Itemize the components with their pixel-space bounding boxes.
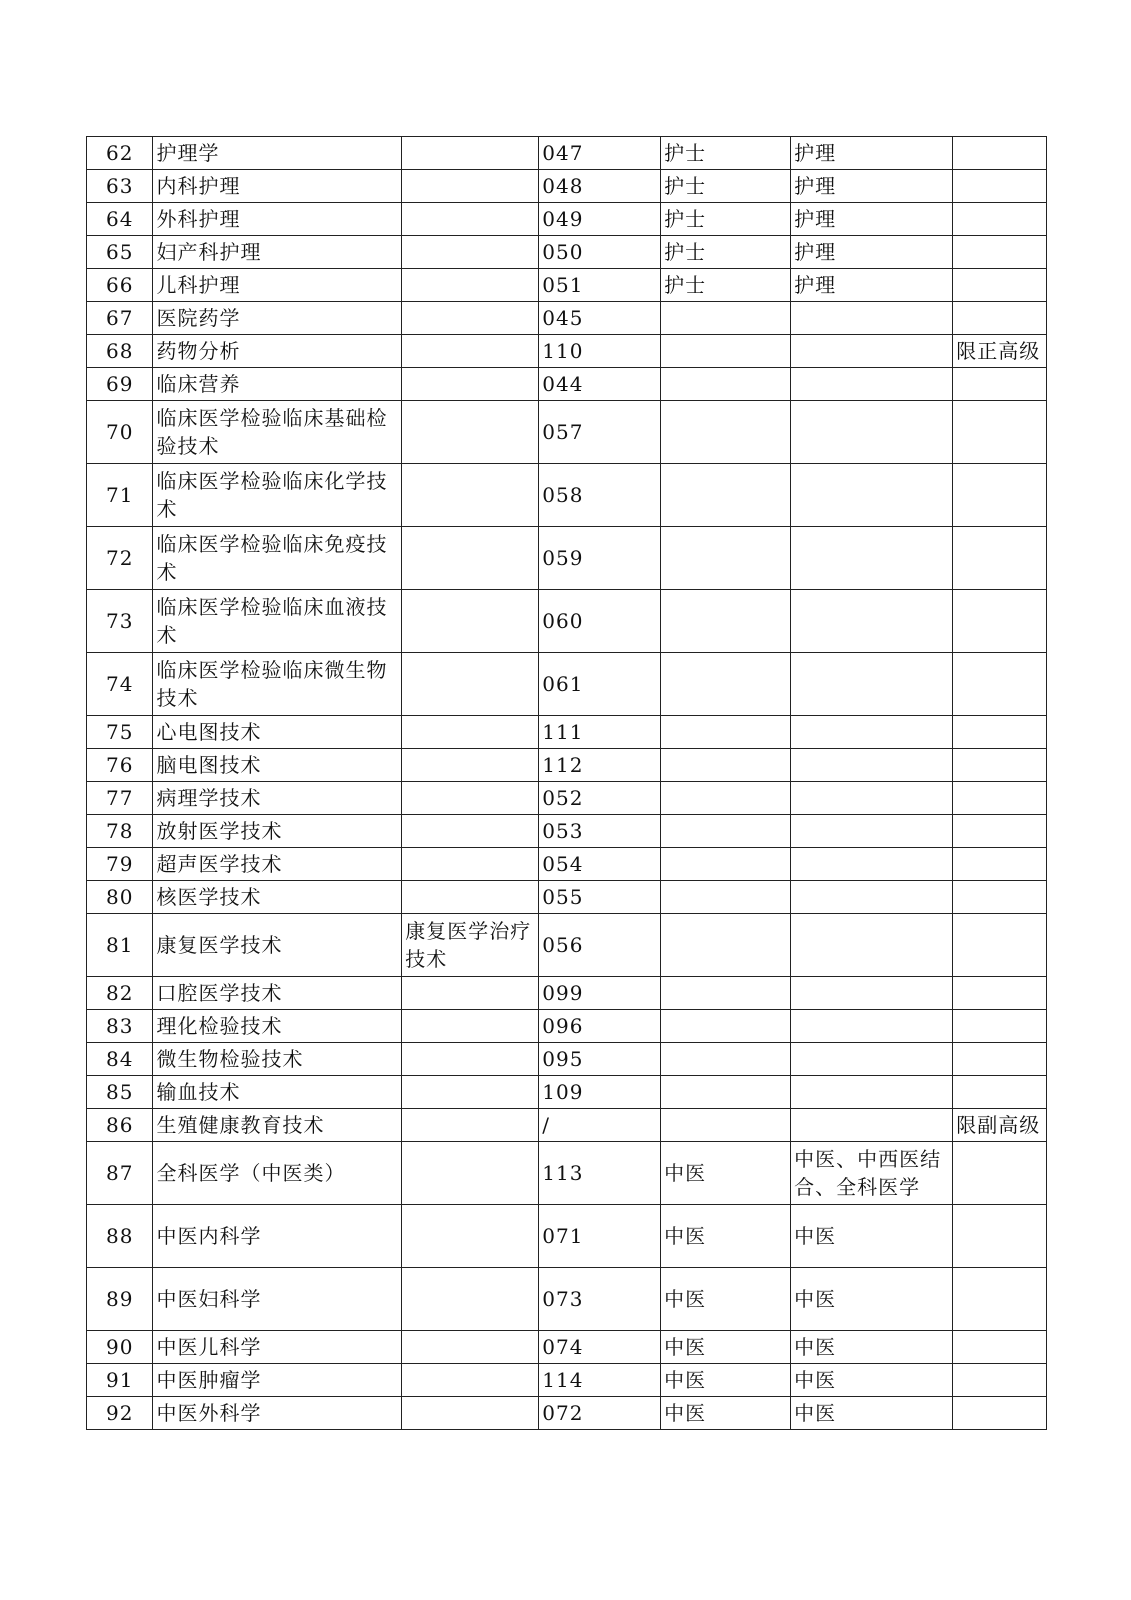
remark-cell	[953, 782, 1047, 815]
qualification-category-cell: 中医	[661, 1142, 791, 1205]
sub-specialty-cell	[402, 1268, 539, 1331]
qualification-category-cell	[661, 368, 791, 401]
specialty-code-cell: 073	[539, 1268, 661, 1331]
remark-cell	[953, 368, 1047, 401]
row-number-cell: 74	[87, 653, 153, 716]
table-row	[87, 848, 1047, 881]
remark-cell	[953, 881, 1047, 914]
specialty-name-cell: 内科护理	[153, 170, 402, 203]
specialty-name-cell: 临床营养	[153, 368, 402, 401]
qualification-category-cell	[661, 401, 791, 464]
row-number-cell: 73	[87, 590, 153, 653]
specialty-code-cell: 071	[539, 1205, 661, 1268]
practice-scope-cell	[791, 716, 953, 749]
specialty-name-cell: 临床医学检验临床化学技术	[153, 464, 402, 527]
practice-scope-cell	[791, 749, 953, 782]
specialty-code-cell: 113	[539, 1142, 661, 1205]
row-number-cell: 92	[87, 1397, 153, 1430]
remark-cell	[953, 848, 1047, 881]
specialty-code-cell: 060	[539, 590, 661, 653]
practice-scope-cell	[791, 527, 953, 590]
row-number-cell: 83	[87, 1010, 153, 1043]
row-number-cell: 80	[87, 881, 153, 914]
qualification-category-cell	[661, 716, 791, 749]
qualification-category-cell	[661, 977, 791, 1010]
practice-scope-cell: 中医	[791, 1205, 953, 1268]
table-row	[87, 716, 1047, 749]
sub-specialty-cell	[402, 236, 539, 269]
row-number-cell: 91	[87, 1364, 153, 1397]
qualification-category-cell	[661, 464, 791, 527]
specialty-name-cell: 心电图技术	[153, 716, 402, 749]
qualification-category-cell	[661, 782, 791, 815]
row-number-cell: 87	[87, 1142, 153, 1205]
practice-scope-cell: 中医、中西医结合、全科医学	[791, 1142, 953, 1205]
specialty-name-cell: 超声医学技术	[153, 848, 402, 881]
specialty-name-cell: 脑电图技术	[153, 749, 402, 782]
specialty-code-cell: 055	[539, 881, 661, 914]
table-row	[87, 590, 1047, 653]
row-number-cell: 63	[87, 170, 153, 203]
remark-cell	[953, 236, 1047, 269]
practice-scope-cell: 中医	[791, 1331, 953, 1364]
row-number-cell: 90	[87, 1331, 153, 1364]
specialty-code-cell: 114	[539, 1364, 661, 1397]
specialty-name-cell: 医院药学	[153, 302, 402, 335]
sub-specialty-cell	[402, 1142, 539, 1205]
practice-scope-cell	[791, 914, 953, 977]
practice-scope-cell	[791, 368, 953, 401]
specialty-code-cell: 096	[539, 1010, 661, 1043]
remark-cell	[953, 401, 1047, 464]
remark-cell	[953, 137, 1047, 170]
remark-cell	[953, 1010, 1047, 1043]
sub-specialty-cell	[402, 1205, 539, 1268]
table-row	[87, 1076, 1047, 1109]
remark-cell	[953, 527, 1047, 590]
qualification-category-cell	[661, 1010, 791, 1043]
row-number-cell: 71	[87, 464, 153, 527]
remark-cell	[953, 653, 1047, 716]
specialty-code-cell: 109	[539, 1076, 661, 1109]
remark-cell	[953, 1205, 1047, 1268]
specialty-code-cell: 049	[539, 203, 661, 236]
row-number-cell: 88	[87, 1205, 153, 1268]
qualification-category-cell	[661, 881, 791, 914]
table-row	[87, 749, 1047, 782]
sub-specialty-cell	[402, 977, 539, 1010]
specialty-name-cell: 护理学	[153, 137, 402, 170]
specialty-code-cell: 054	[539, 848, 661, 881]
table-row	[87, 401, 1047, 464]
specialty-name-cell: 放射医学技术	[153, 815, 402, 848]
sub-specialty-cell	[402, 1331, 539, 1364]
specialty-code-cell: 058	[539, 464, 661, 527]
specialty-code-cell: 057	[539, 401, 661, 464]
table-body	[87, 137, 1047, 1430]
specialty-name-cell: 病理学技术	[153, 782, 402, 815]
specialty-code-cell: 112	[539, 749, 661, 782]
remark-cell	[953, 1397, 1047, 1430]
sub-specialty-cell	[402, 464, 539, 527]
practice-scope-cell	[791, 1109, 953, 1142]
practice-scope-cell	[791, 1043, 953, 1076]
qualification-category-cell	[661, 653, 791, 716]
qualification-category-cell: 护士	[661, 137, 791, 170]
specialty-name-cell: 康复医学技术	[153, 914, 402, 977]
qualification-category-cell	[661, 1076, 791, 1109]
sub-specialty-cell	[402, 1364, 539, 1397]
qualification-category-cell: 中医	[661, 1331, 791, 1364]
specialty-code-cell: 072	[539, 1397, 661, 1430]
table-row	[87, 782, 1047, 815]
specialty-name-cell: 中医肿瘤学	[153, 1364, 402, 1397]
practice-scope-cell: 护理	[791, 170, 953, 203]
table-row	[87, 977, 1047, 1010]
table-row	[87, 1109, 1047, 1142]
qualification-category-cell	[661, 1109, 791, 1142]
row-number-cell: 72	[87, 527, 153, 590]
row-number-cell: 86	[87, 1109, 153, 1142]
practice-scope-cell: 中医	[791, 1268, 953, 1331]
row-number-cell: 79	[87, 848, 153, 881]
specialty-name-cell: 生殖健康教育技术	[153, 1109, 402, 1142]
sub-specialty-cell	[402, 527, 539, 590]
table-row	[87, 335, 1047, 368]
specialty-name-cell: 临床医学检验临床微生物技术	[153, 653, 402, 716]
qualification-category-cell	[661, 527, 791, 590]
table-row	[87, 1397, 1047, 1430]
table-row	[87, 1010, 1047, 1043]
sub-specialty-cell	[402, 302, 539, 335]
qualification-category-cell	[661, 914, 791, 977]
specialty-code-cell: 044	[539, 368, 661, 401]
practice-scope-cell: 护理	[791, 137, 953, 170]
row-number-cell: 76	[87, 749, 153, 782]
qualification-category-cell	[661, 1043, 791, 1076]
practice-scope-cell	[791, 302, 953, 335]
sub-specialty-cell	[402, 716, 539, 749]
sub-specialty-cell	[402, 881, 539, 914]
specialty-name-cell: 外科护理	[153, 203, 402, 236]
specialty-name-cell: 中医内科学	[153, 1205, 402, 1268]
remark-cell	[953, 1142, 1047, 1205]
sub-specialty-cell	[402, 848, 539, 881]
specialty-code-cell: 099	[539, 977, 661, 1010]
qualification-category-cell: 护士	[661, 170, 791, 203]
qualification-category-cell: 中医	[661, 1397, 791, 1430]
practice-scope-cell	[791, 653, 953, 716]
specialty-name-cell: 临床医学检验临床基础检验技术	[153, 401, 402, 464]
sub-specialty-cell	[402, 1076, 539, 1109]
remark-cell	[953, 716, 1047, 749]
table-row	[87, 1331, 1047, 1364]
practice-scope-cell: 中医	[791, 1397, 953, 1430]
specialty-code-cell: 050	[539, 236, 661, 269]
row-number-cell: 77	[87, 782, 153, 815]
remark-cell	[953, 1043, 1047, 1076]
practice-scope-cell	[791, 1010, 953, 1043]
qualification-category-cell: 护士	[661, 236, 791, 269]
practice-scope-cell: 护理	[791, 236, 953, 269]
sub-specialty-cell	[402, 1397, 539, 1430]
sub-specialty-cell	[402, 1043, 539, 1076]
remark-cell	[953, 914, 1047, 977]
specialty-name-cell: 临床医学检验临床血液技术	[153, 590, 402, 653]
qualification-category-cell	[661, 749, 791, 782]
sub-specialty-cell	[402, 203, 539, 236]
remark-cell	[953, 464, 1047, 527]
sub-specialty-cell	[402, 815, 539, 848]
specialty-code-cell: 061	[539, 653, 661, 716]
row-number-cell: 69	[87, 368, 153, 401]
row-number-cell: 66	[87, 269, 153, 302]
row-number-cell: 67	[87, 302, 153, 335]
row-number-cell: 65	[87, 236, 153, 269]
remark-cell	[953, 1331, 1047, 1364]
remark-cell	[953, 1364, 1047, 1397]
sub-specialty-cell	[402, 368, 539, 401]
row-number-cell: 78	[87, 815, 153, 848]
table-row	[87, 653, 1047, 716]
table-row	[87, 464, 1047, 527]
practice-scope-cell	[791, 335, 953, 368]
table-row	[87, 137, 1047, 170]
practice-scope-cell	[791, 401, 953, 464]
specialty-name-cell: 药物分析	[153, 335, 402, 368]
qualification-category-cell: 中医	[661, 1268, 791, 1331]
qualification-category-cell: 中医	[661, 1364, 791, 1397]
specialty-code-cell: 095	[539, 1043, 661, 1076]
sub-specialty-cell	[402, 1010, 539, 1043]
sub-specialty-cell	[402, 653, 539, 716]
qualification-category-cell: 中医	[661, 1205, 791, 1268]
specialty-name-cell: 妇产科护理	[153, 236, 402, 269]
table-row	[87, 914, 1047, 977]
qualification-category-cell: 护士	[661, 269, 791, 302]
table-row	[87, 236, 1047, 269]
table-row	[87, 815, 1047, 848]
remark-cell	[953, 1268, 1047, 1331]
specialty-name-cell: 微生物检验技术	[153, 1043, 402, 1076]
specialty-code-cell: 056	[539, 914, 661, 977]
specialty-code-cell: 074	[539, 1331, 661, 1364]
row-number-cell: 82	[87, 977, 153, 1010]
specialty-code-cell: 051	[539, 269, 661, 302]
practice-scope-cell: 中医	[791, 1364, 953, 1397]
row-number-cell: 89	[87, 1268, 153, 1331]
qualification-category-cell	[661, 302, 791, 335]
specialty-name-cell: 中医外科学	[153, 1397, 402, 1430]
specialty-name-cell: 口腔医学技术	[153, 977, 402, 1010]
table-row	[87, 302, 1047, 335]
row-number-cell: 70	[87, 401, 153, 464]
specialty-code-cell: 052	[539, 782, 661, 815]
practice-scope-cell: 护理	[791, 269, 953, 302]
specialty-name-cell: 输血技术	[153, 1076, 402, 1109]
row-number-cell: 85	[87, 1076, 153, 1109]
practice-scope-cell	[791, 881, 953, 914]
specialty-name-cell: 中医妇科学	[153, 1268, 402, 1331]
sub-specialty-cell	[402, 749, 539, 782]
sub-specialty-cell: 康复医学治疗技术	[402, 914, 539, 977]
table-row	[87, 1142, 1047, 1205]
specialty-table	[86, 136, 1047, 1430]
specialty-name-cell: 核医学技术	[153, 881, 402, 914]
sub-specialty-cell	[402, 137, 539, 170]
practice-scope-cell: 护理	[791, 203, 953, 236]
table-row	[87, 170, 1047, 203]
sub-specialty-cell	[402, 782, 539, 815]
practice-scope-cell	[791, 464, 953, 527]
sub-specialty-cell	[402, 269, 539, 302]
qualification-category-cell: 护士	[661, 203, 791, 236]
specialty-name-cell: 临床医学检验临床免疫技术	[153, 527, 402, 590]
remark-cell	[953, 302, 1047, 335]
specialty-code-cell: 048	[539, 170, 661, 203]
table-row	[87, 1205, 1047, 1268]
remark-cell	[953, 815, 1047, 848]
table-row	[87, 1043, 1047, 1076]
specialty-code-cell: 047	[539, 137, 661, 170]
specialty-code-cell: 045	[539, 302, 661, 335]
specialty-code-cell: 111	[539, 716, 661, 749]
remark-cell: 限正高级	[953, 335, 1047, 368]
sub-specialty-cell	[402, 335, 539, 368]
sub-specialty-cell	[402, 590, 539, 653]
remark-cell	[953, 977, 1047, 1010]
table-row	[87, 527, 1047, 590]
remark-cell	[953, 170, 1047, 203]
practice-scope-cell	[791, 815, 953, 848]
remark-cell	[953, 203, 1047, 236]
practice-scope-cell	[791, 590, 953, 653]
table-row	[87, 269, 1047, 302]
specialty-name-cell: 中医儿科学	[153, 1331, 402, 1364]
row-number-cell: 84	[87, 1043, 153, 1076]
practice-scope-cell	[791, 782, 953, 815]
row-number-cell: 62	[87, 137, 153, 170]
table-row	[87, 203, 1047, 236]
table-row	[87, 1268, 1047, 1331]
table-row	[87, 1364, 1047, 1397]
specialty-code-cell: 059	[539, 527, 661, 590]
practice-scope-cell	[791, 977, 953, 1010]
qualification-category-cell	[661, 848, 791, 881]
row-number-cell: 64	[87, 203, 153, 236]
remark-cell	[953, 590, 1047, 653]
table-row	[87, 881, 1047, 914]
sub-specialty-cell	[402, 1109, 539, 1142]
specialty-code-cell: 053	[539, 815, 661, 848]
qualification-category-cell	[661, 815, 791, 848]
specialty-name-cell: 全科医学（中医类）	[153, 1142, 402, 1205]
row-number-cell: 68	[87, 335, 153, 368]
qualification-category-cell	[661, 590, 791, 653]
remark-cell	[953, 269, 1047, 302]
row-number-cell: 75	[87, 716, 153, 749]
sub-specialty-cell	[402, 401, 539, 464]
qualification-category-cell	[661, 335, 791, 368]
specialty-name-cell: 理化检验技术	[153, 1010, 402, 1043]
table-row	[87, 368, 1047, 401]
sub-specialty-cell	[402, 170, 539, 203]
remark-cell: 限副高级	[953, 1109, 1047, 1142]
specialty-code-cell: /	[539, 1109, 661, 1142]
specialty-name-cell: 儿科护理	[153, 269, 402, 302]
row-number-cell: 81	[87, 914, 153, 977]
practice-scope-cell	[791, 1076, 953, 1109]
practice-scope-cell	[791, 848, 953, 881]
specialty-code-cell: 110	[539, 335, 661, 368]
remark-cell	[953, 1076, 1047, 1109]
remark-cell	[953, 749, 1047, 782]
